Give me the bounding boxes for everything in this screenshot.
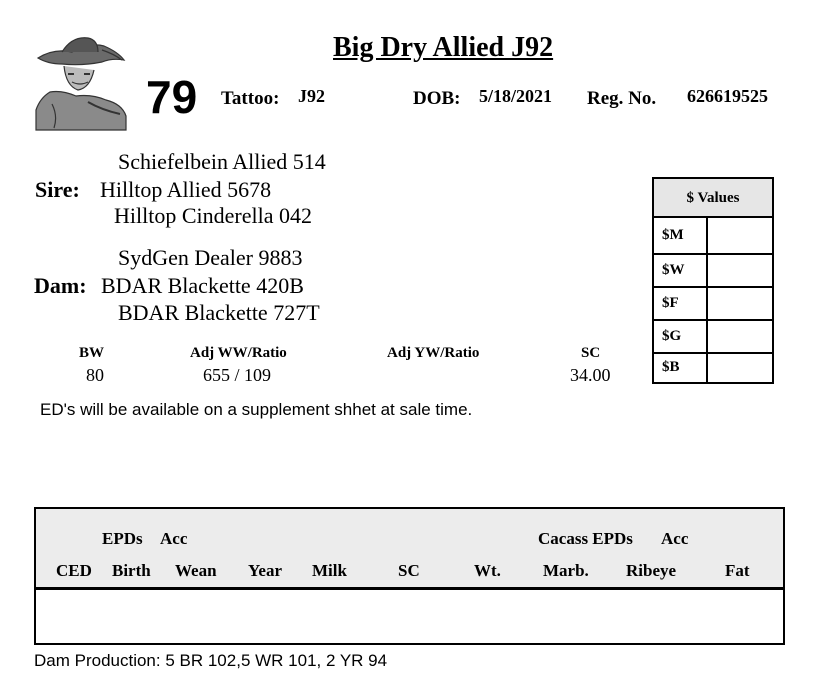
dollar-value-row	[654, 319, 772, 352]
tattoo-value: J92	[298, 86, 325, 106]
carcass-group-acc: Acc	[661, 529, 689, 548]
dollar-values-table	[652, 177, 774, 384]
epd-col-ribeye: Ribeye	[626, 561, 677, 580]
epd-table-header	[36, 509, 783, 590]
epd-col-marb: Marb.	[543, 561, 589, 580]
epd-group-label: EPDs	[102, 529, 143, 548]
dollar-value-row	[654, 253, 772, 286]
dollar-value-row	[654, 218, 772, 253]
epd-col-birth: Birth	[112, 561, 151, 580]
dollar-values-title: $ Values	[654, 179, 772, 218]
dob-value: 5/18/2021	[479, 86, 553, 106]
reg-label: Reg. No.	[587, 88, 657, 109]
dollar-value-row	[654, 352, 772, 382]
epd-group-acc: Acc	[160, 529, 188, 548]
cowboy-logo	[32, 30, 130, 132]
dam-production: Dam Production: 5 BR 102,5 WR 101, 2 YR 94	[34, 651, 388, 670]
dob-label: DOB:	[413, 88, 461, 109]
epd-col-year: Year	[248, 561, 282, 580]
perf-value-adj-ww: 655 / 109	[203, 365, 272, 385]
epd-col-sc: SC	[398, 561, 420, 580]
dam-label: Dam:	[34, 273, 87, 298]
dollar-value-label: $W	[662, 262, 685, 278]
sire-dam: Hilltop Cinderella 042	[114, 203, 312, 228]
epd-col-fat: Fat	[725, 561, 750, 580]
dollar-value-label: $F	[662, 295, 679, 311]
perf-header-bw: BW	[79, 345, 105, 361]
perf-value-sc: 34.00	[570, 365, 611, 385]
dollar-value-label: $M	[662, 227, 684, 243]
animal-title: Big Dry Allied J92	[333, 32, 554, 63]
sire-label: Sire:	[35, 177, 80, 202]
dam-dam: BDAR Blackette 727T	[118, 300, 320, 325]
dollar-value-row	[654, 286, 772, 319]
epd-col-milk: Milk	[312, 561, 347, 580]
epd-col-wt: Wt.	[474, 561, 501, 580]
dam-sire: SydGen Dealer 9883	[118, 245, 303, 270]
epd-col-ced: CED	[56, 561, 92, 580]
carcass-group-label: Cacass EPDs	[538, 529, 633, 548]
perf-value-bw: 80	[86, 365, 104, 385]
dollar-value-label: $G	[662, 328, 682, 344]
epd-table	[34, 507, 785, 645]
sale-note: ED's will be available on a supplement shhet at sale time.	[40, 400, 473, 419]
lot-number: 79	[146, 71, 198, 123]
epd-col-wean: Wean	[175, 561, 217, 580]
reg-value: 626619525	[687, 86, 768, 106]
dollar-value-label: $B	[662, 359, 680, 375]
perf-header-adj-ww: Adj WW/Ratio	[190, 345, 287, 361]
perf-header-sc: SC	[581, 345, 601, 361]
perf-header-adj-yw: Adj YW/Ratio	[387, 345, 480, 361]
sire-sire: Schiefelbein Allied 514	[118, 149, 326, 174]
sire-name: Hilltop Allied 5678	[100, 177, 272, 202]
tattoo-label: Tattoo:	[221, 88, 280, 109]
dam-name: BDAR Blackette 420B	[101, 273, 304, 298]
